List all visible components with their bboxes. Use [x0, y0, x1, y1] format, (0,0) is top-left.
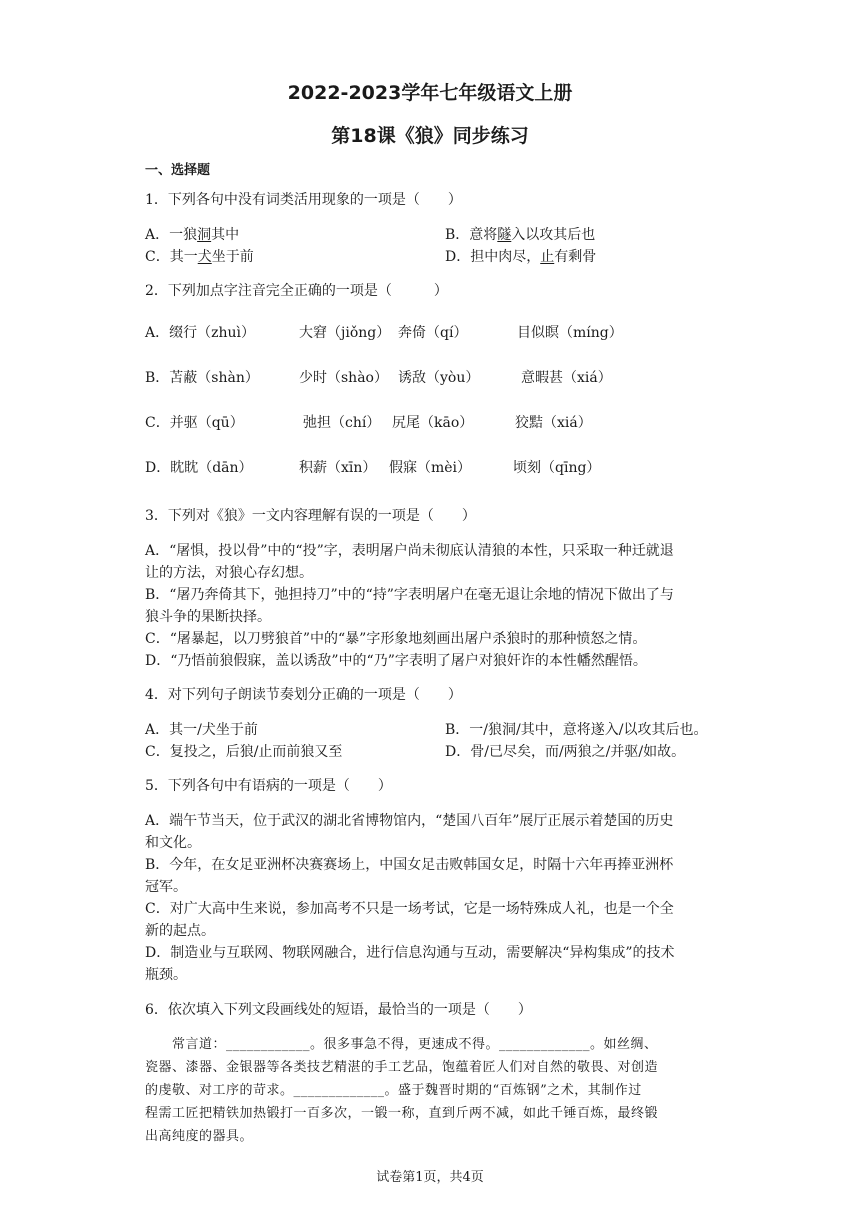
q5-option-b-line1: B．今年，在女足亚洲杯决赛赛场上，中国女足击败韩国女足，时隔十六年再捧亚洲杯	[145, 857, 674, 873]
exam-page: 2022-2023学年七年级语文上册 第18课《狼》同步练习 一、选择题 1．下列各句中没有词类活用现象的一项是（ ） A．一狼洞其中 B．意将隧入以攻其后也 C．其一犬坐于前 D．担中肉尽，止有剩骨 2．下列加点字注音完全正确的一项是（ ） A．缀行（zhuì） 大窘（jiǒng） 奔倚（qí） 目似瞑（míng） B．苫蔽（shàn） 少时（shào） 诱敌（yòu） 意暇甚（xiá） C．并驱（qū） 弛担（chí） 尻尾（kāo） 狡黠（xiá） D．眈眈（dān） 积薪（xīn） 假寐（mèi） 顷刻（qīng） 3．下列对《狼》一文内容理解有误的一项是（ ） A．“屠惧，投以骨”中的“投”字，表明屠户尚未彻底认清狼的本性，只采取一种迁就退 让的方法，对狼心存幻想。 B．“屠乃奔倚其下，弛担持刀”中的“持”字表明屠户在毫无退让余地的情况下做出了与 狼斗争的果断抉择。 C．“屠暴起，以刀劈狼首”中的“暴”字形象地刻画出屠户杀狼时的那种愤怒之情。 D．“乃悟前狼假寐，盖以诱敌”中的“乃”字表明了屠户对狼奸诈的本性幡然醒悟。 4．对下列句子朗读节奏划分正确的一项是（ ） A．其一/犬坐于前 B．一/狼洞/其中，意将遂入/以攻其后也。 C．复投之，后狼/止而前狼又至 D．骨/已尽矣，而/两狼之/并驱/如故。 5．下列各句中有语病的一项是（ ） A．端午节当天，位于武汉的湖北省博物馆内，“楚国八百年”展厅正展示着楚国的历史 和文化。 B．今年，在女足亚洲杯决赛赛场上，中国女足击败韩国女足，时隔十六年再捧亚洲杯 冠军。 C．对广大高中生来说，参加高考不只是一场考试，它是一场特殊成人礼，也是一个全 新的起点。 D．制造业与互联网、物联网融合，进行信息沟通与互动，需要解决“异构集成”的技术 瓶颈。 6．依次填入下列文段画线处的短语，最恰当的一项是（ ） 常言道：____________。很多事急不得，更速成不得。_____________。如丝绸、 瓷器、漆器、金银器等各类技艺精湛的手工艺品，饱蕴着匠人们对自然的敬畏、对创造 的虔敬、对工序的苛求。_____________。盛于魏晋时期的“百炼钢”之术，其制作过 程需工匠把精铁加热锻打一百多次，一锻一称，直到斤两不减，如此千锤百炼，最终锻 出高纯度的器具。 试卷第1页，共4页	[0, 0, 860, 1216]
q3-option-c: C．“屠暴起，以刀劈狼首”中的“暴”字形象地刻画出屠户杀狼时的那种愤怒之情。	[145, 631, 647, 647]
question-1-stem: 1．下列各句中没有词类活用现象的一项是（ ）	[145, 192, 462, 208]
q6-passage-line4: 程需工匠把精铁加热锻打一百多次，一锻一称，直到斤两不减，如此千锤百炼，最终锻	[145, 1106, 659, 1121]
q6-passage-line3: 的虔敬、对工序的苛求。_____________。盛于魏晋时期的“百炼钢”之术，其制作过	[145, 1083, 642, 1098]
q3-option-d: D．“乃悟前狼假寐，盖以诱敌”中的“乃”字表明了屠户对狼奸诈的本性幡然醒悟。	[145, 653, 647, 669]
q1-option-b: B．意将隧入以攻其后也	[445, 227, 596, 243]
q1-option-d: D．担中肉尽，止有剩骨	[445, 249, 597, 265]
q3-option-a-line2: 让的方法，对狼心存幻想。	[145, 565, 313, 581]
q5-option-d-line2: 瓶颈。	[145, 967, 187, 983]
q5-option-c-line2: 新的起点。	[145, 923, 215, 939]
q5-option-a-line1: A．端午节当天，位于武汉的湖北省博物馆内，“楚国八百年”展厅正展示着楚国的历史	[145, 813, 674, 829]
page-footer: 试卷第1页，共4页	[376, 1170, 484, 1185]
q4-option-d: D．骨/已尽矣，而/两狼之/并驱/如故。	[445, 744, 686, 760]
q6-passage-line5: 出高纯度的器具。	[145, 1129, 254, 1144]
q6-passage-line2: 瓷器、漆器、金银器等各类技艺精湛的手工艺品，饱蕴着匠人们对自然的敬畏、对创造	[145, 1060, 659, 1075]
section-heading: 一、选择题	[145, 163, 211, 178]
q4-option-c: C．复投之，后狼/止而前狼又至	[145, 744, 343, 760]
q5-option-b-line2: 冠军。	[145, 879, 187, 895]
question-4-stem: 4．对下列句子朗读节奏划分正确的一项是（ ）	[145, 687, 462, 703]
q1-option-c: C．其一犬坐于前	[145, 249, 254, 265]
q4-option-b: B．一/狼洞/其中，意将遂入/以攻其后也。	[445, 722, 708, 738]
q3-option-a-line1: A．“屠惧，投以骨”中的“投”字，表明屠户尚未彻底认清狼的本性，只采取一种迁就退	[145, 543, 674, 559]
q3-option-b-line2: 狼斗争的果断抉择。	[145, 609, 271, 625]
q5-option-c-line1: C．对广大高中生来说，参加高考不只是一场考试，它是一场特殊成人礼，也是一个全	[145, 901, 674, 917]
page-subtitle: 第18课《狼》同步练习	[331, 125, 529, 147]
question-6-stem: 6．依次填入下列文段画线处的短语，最恰当的一项是（ ）	[145, 1002, 532, 1018]
q3-option-b-line1: B．“屠乃奔倚其下，弛担持刀”中的“持”字表明屠户在毫无退让余地的情况下做出了与	[145, 587, 674, 603]
question-3-stem: 3．下列对《狼》一文内容理解有误的一项是（ ）	[145, 508, 476, 524]
q6-passage-line1: 常言道：____________。很多事急不得，更速成不得。_____________。如丝绸、	[145, 1037, 658, 1052]
page-title: 2022-2023学年七年级语文上册	[287, 82, 573, 104]
q5-option-a-line2: 和文化。	[145, 835, 201, 851]
question-2-stem: 2．下列加点字注音完全正确的一项是（ ）	[145, 283, 448, 299]
q5-option-d-line1: D．制造业与互联网、物联网融合，进行信息沟通与互动，需要解决“异构集成”的技术	[145, 945, 675, 961]
question-5-stem: 5．下列各句中有语病的一项是（ ）	[145, 778, 392, 794]
q1-option-a: A．一狼洞其中	[145, 227, 240, 243]
q4-option-a: A．其一/犬坐于前	[145, 722, 258, 738]
